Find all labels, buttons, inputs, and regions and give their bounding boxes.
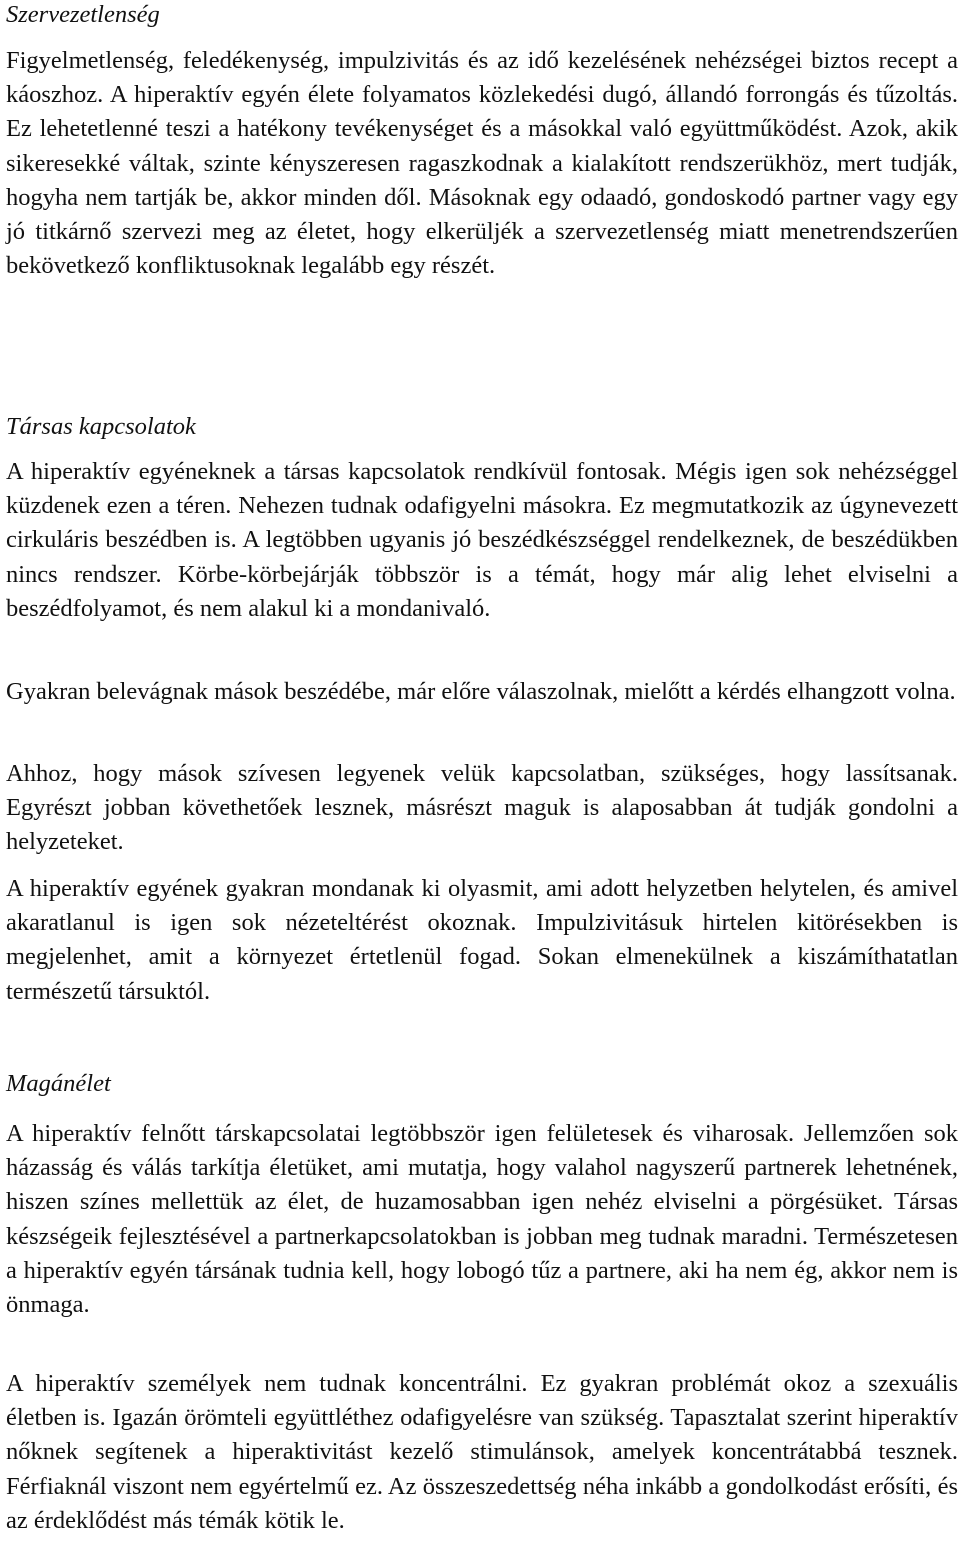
paragraph: A hiperaktív egyéneknek a társas kapcsolatok rendkívül fontosak. Mégis igen sok nehézséggel küzdenek ezen a téren. Nehezen tudnak odafigyelni másokra. Ez megmutatkozik az úgynevezett cirkuláris beszédben is. A legtöbben ugyanis jó beszédkészséggel rendelkeznek, de beszédükben nincs rendszer. Körbe-körbejárják többször is a témát, hogy már alig lehet elviselni a beszédfolyamot, és nem alakul ki a mondanivaló. — [6, 458, 958, 622]
paragraph: A hiperaktív személyek nem tudnak koncentrálni. Ez gyakran problémát okoz a szexuális életben is. Igazán örömteli együttléthez odafigyelésre van szükség. Tapasztalat szerint hiperaktív nőknek segítenek a hiperaktivitást kezelő stimulánsok, amelyek koncentrátabbá tesznek. Férfiaknál viszont nem egyértelmű ez. Az összeszedettség néha inkább a gondolkodást erősíti, és az érdeklődést más témák kötik le. — [6, 1370, 958, 1534]
section-heading-maganelet: Magánélet — [6, 1070, 111, 1097]
section-heading-tarsas-kapcsolatok: Társas kapcsolatok — [6, 413, 196, 440]
paragraph: Ahhoz, hogy mások szívesen legyenek velük kapcsolatban, szükséges, hogy lassítsanak. Egyrészt jobban követhetőek lesznek, másrészt maguk is alaposabban át tudják gondolni a helyzeteket. — [6, 760, 958, 856]
paragraph: A hiperaktív felnőtt társkapcsolatai legtöbbször igen felületesek és viharosak. Jellemzően sok házasság és válás tarkítja életüket, ami mutatja, hogy valahol nagyszerű partnerek lehetnének, hiszen színes mellettük az élet, de huzamosabban igen nehéz elviselni a pörgésüket. Társas készségeik fejlesztésével a partnerkapcsolatokban is jobban meg tudnak maradni. Természetesen a hiperaktív egyén társának tudnia kell, hogy lobogó tűz a partnere, aki ha nem ég, akkor nem is önmaga. — [6, 1120, 958, 1319]
section-heading-szervezetlenseg: Szervezetlenség — [6, 1, 160, 28]
paragraph: A hiperaktív egyének gyakran mondanak ki olyasmit, ami adott helyzetben helytelen, és amivel akaratlanul is igen sok nézeteltérést okoznak. Impulzivitásuk hirtelen kitörésekben is megjelenhet, amit a környezet értetlenül fogad. Sokan elmenekülnek a kiszámíthatatlan természetű társuktól. — [6, 875, 958, 1005]
paragraph: Figyelmetlenség, feledékenység, impulzivitás és az idő kezelésének nehézségei biztos recept a káoszhoz. A hiperaktív egyén élete folyamatos közlekedési dugó, állandó forrongás és tűzoltás. Ez lehetetlenné teszi a hatékony tevékenységet és a másokkal való együttműködést. Azok, akik sikeresekké váltak, szinte kényszeresen ragaszkodnak a kialakított rendszerükhöz, mert tudják, hogyha nem tartják be, akkor minden dől. Másoknak egy odaadó, gondoskodó partner vagy egy jó titkárnő szervezi meg az életet, hogy elkerüljék a szervezetlenség miatt menetrendszerűen bekövetkező konfliktusoknak legalább egy részét. — [6, 47, 958, 280]
paragraph: Gyakran belevágnak mások beszédébe, már előre válaszolnak, mielőtt a kérdés elhangzott volna. — [6, 678, 956, 705]
